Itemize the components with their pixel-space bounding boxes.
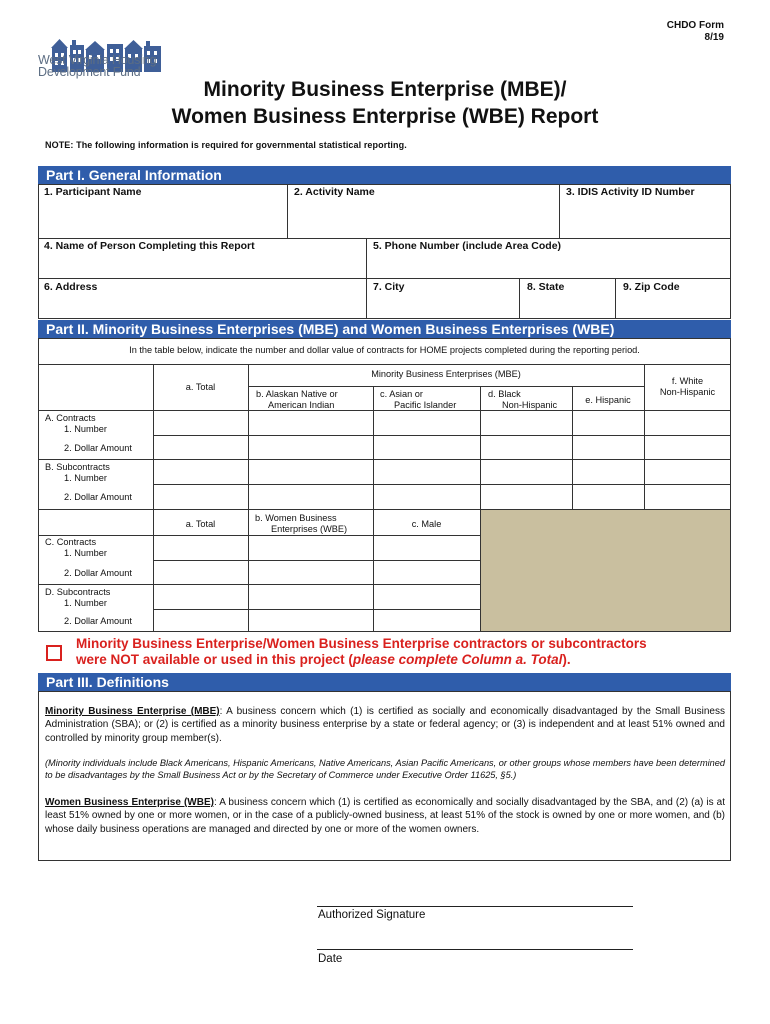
page-title: [0, 76, 770, 130]
mbe-note: (Minority individuals include Black Americans, Hispanic Americans, Native Americans, Asian Pacific Americans, or other groups whose members have been determined to be disadvantages by the Small Business Act or by the Secretary of Commerce under Executive Order 11625, §5.): [45, 758, 725, 781]
not-available-notice: [76, 636, 647, 668]
zip-code-field[interactable]: 9. Zip Code: [623, 281, 680, 293]
divider: [248, 386, 644, 387]
row-a-contracts: A. Contracts 1. Number: [45, 413, 107, 434]
idis-activity-id-field[interactable]: 3. IDIS Activity ID Number: [566, 186, 695, 198]
date-line[interactable]: [317, 949, 633, 950]
phone-number-field[interactable]: 5. Phone Number (include Area Code): [373, 240, 562, 252]
row-c-dollar-amount: 2. Dollar Amount: [64, 568, 132, 578]
signature-label: Authorized Signature: [318, 909, 426, 921]
date-label: Date: [318, 953, 343, 965]
signature-line[interactable]: [317, 906, 633, 907]
divider: [153, 560, 480, 561]
mbe-definition: Minority Business Enterprise (MBE): A business concern which (1) is certified as socially and economically disadvantaged by the Small Business Administration (SBA); or (2) is certified as a minority business enterprise by a state or federal agency; or (3) is independent and at least 51% owned and controlled by minority group member(s).: [45, 706, 725, 744]
divider: [373, 386, 374, 509]
col-c-asian: c. Asian or Pacific Islander: [380, 389, 457, 410]
divider: [153, 609, 480, 610]
divider: [38, 364, 731, 365]
divider: [366, 238, 367, 319]
divider: [480, 509, 481, 632]
part2-heading: Part II. Minority Business Enterprises (MBE) and Women Business Enterprises (WBE): [38, 320, 731, 339]
org-name-line2: Development Fund: [38, 65, 141, 79]
form-id: [667, 20, 724, 44]
col-d-black: d. Black Non-Hispanic: [488, 389, 558, 410]
state-field[interactable]: 8. State: [527, 281, 565, 293]
title-line2: Women Business Enterprise (WBE) Report: [171, 105, 599, 128]
wbe-col-c-male: c. Male: [411, 519, 442, 529]
divider: [38, 238, 731, 239]
divider: [38, 278, 731, 279]
divider: [480, 386, 481, 509]
participant-name-field[interactable]: 1. Participant Name: [44, 186, 142, 198]
col-a-total: a. Total: [185, 382, 216, 392]
divider: [615, 278, 616, 319]
divider: [519, 278, 520, 319]
col-b-alaskan-native: b. Alaskan Native or American Indian: [256, 389, 338, 410]
row-c-contracts: C. Contracts 1. Number: [45, 537, 107, 558]
row-d-dollar-amount: 2. Dollar Amount: [64, 616, 132, 626]
not-available-checkbox[interactable]: [46, 645, 62, 661]
city-field[interactable]: 7. City: [373, 281, 405, 293]
part2-instruction: In the table below, indicate the number and dollar value of contracts for HOME projects completed during the reporting period.: [129, 345, 640, 355]
person-completing-field[interactable]: 4. Name of Person Completing this Report: [44, 240, 255, 252]
address-field[interactable]: 6. Address: [44, 281, 98, 293]
wbe-col-a-total: a. Total: [185, 519, 216, 529]
shaded-area: [481, 510, 730, 631]
note-text: NOTE: The following information is required for governmental statistical reporting.: [45, 140, 407, 150]
divider: [38, 584, 480, 585]
row-a-dollar-amount: 2. Dollar Amount: [64, 443, 132, 453]
divider: [248, 509, 249, 632]
divider: [38, 459, 731, 460]
form-number: CHDO Form: [666, 20, 724, 31]
divider: [38, 535, 480, 536]
divider: [153, 435, 731, 436]
wbe-col-b-women: b. Women Business Enterprises (WBE): [255, 513, 348, 534]
divider: [559, 184, 560, 238]
row-b-subcontracts: B. Subcontracts 1. Number: [45, 462, 110, 483]
divider: [153, 484, 731, 485]
mbe-group-header: Minority Business Enterprises (MBE): [371, 369, 521, 379]
col-f-white: f. White Non-Hispanic: [659, 376, 716, 397]
col-e-hispanic: e. Hispanic: [585, 395, 631, 405]
part1-heading: Part I. General Information: [38, 166, 731, 185]
part3-heading: Part III. Definitions: [38, 673, 731, 692]
activity-name-field[interactable]: 2. Activity Name: [294, 186, 375, 198]
notice-line1: Minority Business Enterprise/Women Business Enterprise contractors or subcontractors: [76, 636, 647, 651]
wbe-definition: Women Business Enterprise (WBE): A business concern which (1) is certified as economically and socially disadvantaged by the SBA, and (2) (a) is at least 51% owned by one or more women, or in the case of a publicly-owned business, at least 51% of the stock is owned by one or more women, and (b) whose daily business operations are managed and directed by one or more of the women owners.: [45, 797, 725, 835]
org-name-line1: West Virginia Housing: [38, 53, 157, 67]
notice-line2: were NOT available or used in this project (please complete Column a. Total).: [76, 652, 571, 667]
row-b-dollar-amount: 2. Dollar Amount: [64, 492, 132, 502]
form-date: 8/19: [704, 32, 724, 43]
title-line1: Minority Business Enterprise (MBE)/: [203, 78, 567, 101]
row-d-subcontracts: D. Subcontracts 1. Number: [45, 587, 111, 608]
divider: [287, 184, 288, 238]
org-name: [38, 54, 188, 78]
